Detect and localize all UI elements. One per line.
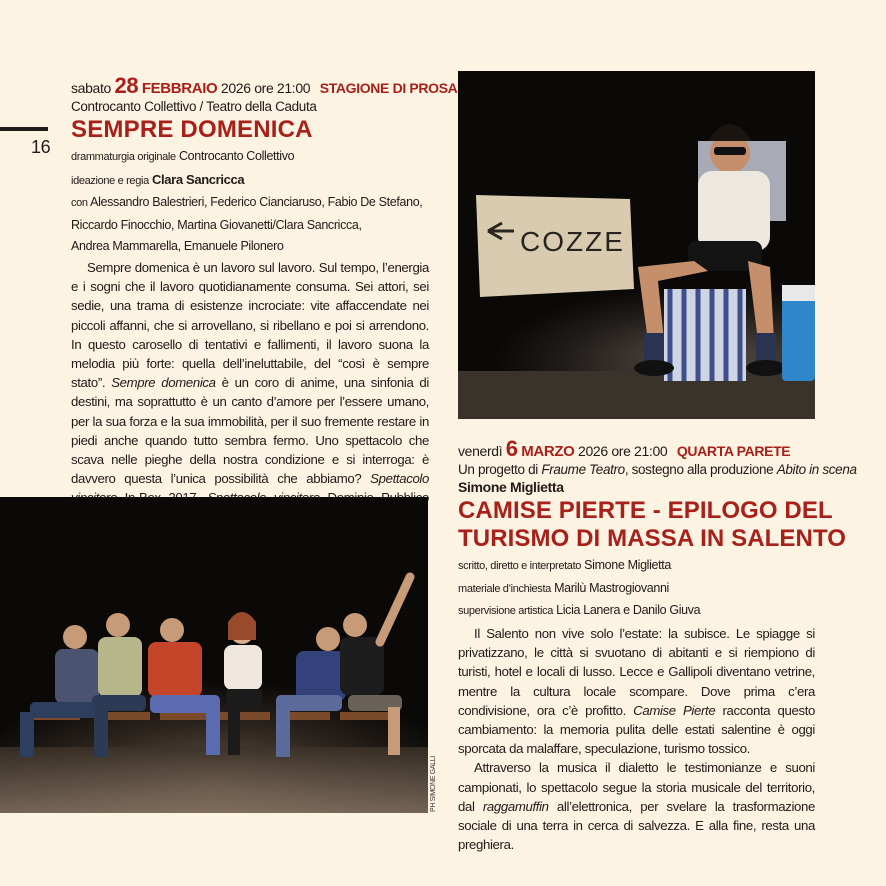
event2-credit-material bbox=[458, 578, 868, 601]
event2-day: 6 bbox=[505, 436, 518, 461]
body-italic: Spettacolo bbox=[370, 471, 429, 487]
project-text: Un progetto di bbox=[458, 462, 538, 477]
event2-credit-written bbox=[458, 555, 868, 578]
project-italic: Abito in scena bbox=[776, 462, 857, 477]
body-text: all’elettronica, per svelare la trasformazione sociale di una terra in cerca di salvezza. E alla fine, resta una preghiera. bbox=[458, 798, 815, 853]
credit-value: Marilù Mastrogiovanni bbox=[554, 580, 669, 595]
credit-value: Simone Miglietta bbox=[584, 558, 671, 572]
event1-credit-cast bbox=[71, 192, 441, 215]
stage-photo-camise-pierte bbox=[458, 71, 815, 419]
body-text: Sempre domenica è un lavoro sul lavoro. Sul tempo, l’energia e i sogni che il lavoro quotidianamente consuma. Sei attori, sei sedie, una trama di esistenze incrociate: vite affaccendate nei piccoli affanni, che si arrovellano, si ribellano e poi si arrendono. In questo carosello di tentativi e fallimenti, il lavoro suona la melodia più forte: quella dell’ineluttabile, del “così è sempre stato”. bbox=[71, 260, 429, 391]
event2-description bbox=[458, 624, 815, 854]
body-text: è un coro di anime, una sinfonia di destini, ma soprattutto è un canto d’amore per l’essere umano, per la sua forza e la sua immobilità, per il suo fremente restare in piedi anche quando tutto sembra fermo. Uno spettacolo che scava nelle pieghe della nostra condizione e si interroga: è davvero questa l’unica possibilità che abbiamo? bbox=[71, 375, 429, 487]
event1-day: 28 bbox=[114, 73, 139, 98]
event1-weekday: sabato bbox=[71, 80, 111, 96]
credit-label: ideazione e regia bbox=[71, 174, 149, 187]
page-number-rule bbox=[0, 127, 48, 131]
event1-credit-direction bbox=[71, 169, 441, 193]
project-italic: Fraume Teatro bbox=[541, 462, 625, 477]
paragraph bbox=[458, 624, 815, 758]
event1-year-time: 2026 ore 21:00 bbox=[220, 80, 311, 96]
cast-line: Riccardo Finocchio, Martina Giovanetti/Clara Sancricca, bbox=[71, 217, 362, 232]
body-italic: raggamuffin bbox=[482, 798, 549, 814]
page-number: 16 bbox=[31, 137, 51, 157]
paragraph bbox=[458, 758, 815, 854]
body-italic: Camise Pierte bbox=[633, 702, 716, 718]
event2-year-time: 2026 ore 21:00 bbox=[578, 443, 668, 459]
event2-date-line bbox=[458, 436, 868, 462]
event1-month: FEBBRAIO bbox=[141, 80, 218, 97]
event2-month: MARZO bbox=[521, 443, 575, 460]
event2-project bbox=[458, 462, 868, 477]
event2-season: QUARTA PARETE bbox=[676, 443, 791, 459]
body-text: racconta questo cambiamento: la memoria pulita delle estati salentine è oggi sporcata da malaffare, speculazione, turismo tossico. bbox=[458, 702, 815, 757]
event2-title-line1: CAMISE PIERTE - EPILOGO DEL bbox=[458, 497, 833, 524]
cast-line: Andrea Mammarella, Emanuele Pilonero bbox=[71, 239, 284, 253]
credit-value: Controcanto Collettivo bbox=[178, 149, 295, 163]
event1-title: SEMPRE DOMENICA bbox=[71, 116, 313, 143]
body-text: Attraverso la musica il dialetto le testimonianze e suoni campionati, lo spettacolo segue la storia musicale del territorio, dal bbox=[458, 760, 815, 814]
event1-block bbox=[71, 73, 458, 258]
event1-season: STAGIONE DI PROSA bbox=[319, 80, 458, 96]
event1-description bbox=[71, 258, 429, 527]
body-italic: Sempre domenica bbox=[111, 375, 216, 391]
event2-title-line2: TURISMO DI MASSA IN SALENTO bbox=[458, 525, 847, 552]
stage-photo-sempre-domenica bbox=[0, 497, 428, 813]
event1-company: Controcanto Collettivo / Teatro della Caduta bbox=[71, 99, 317, 114]
project-text: , sostegno alla produzione bbox=[624, 462, 774, 477]
event1-date-line bbox=[71, 73, 458, 99]
body-text: Il Salento non vive solo l’estate: la subisce. Le spiagge si privatizzano, le città si svuotano di abitanti e si riempiono di turisti, hotel e locali di lusso. Lecce e Gallipoli diventano vetrine, mentre la cultura locale scompare. Dove prima c’era condivisione, ora c’è profitto. bbox=[458, 626, 815, 718]
credit-label: drammaturgia originale bbox=[71, 151, 176, 163]
event2-block bbox=[458, 436, 868, 623]
cast-line: Alessandro Balestrieri, Federico Cianciaruso, Fabio De Stefano, bbox=[90, 195, 423, 209]
sign-text: COZZE bbox=[520, 226, 625, 257]
event2-credit-supervision bbox=[458, 600, 868, 623]
credit-label: scritto, diretto e interpretato bbox=[458, 560, 582, 572]
event2-author: Simone Miglietta bbox=[458, 479, 564, 495]
credit-value: Licia Lanera e Danilo Giuva bbox=[556, 603, 701, 617]
credit-label: supervisione artistica bbox=[458, 605, 554, 617]
photo-credit: PH SIMONE GALLI bbox=[430, 756, 437, 812]
event1-credit-dramaturgy bbox=[71, 146, 441, 169]
credit-label: con bbox=[71, 197, 88, 209]
event2-weekday: venerdì bbox=[458, 443, 503, 459]
credit-label: materiale d’inchiesta bbox=[458, 582, 551, 595]
credit-value: Clara Sancricca bbox=[151, 171, 245, 187]
